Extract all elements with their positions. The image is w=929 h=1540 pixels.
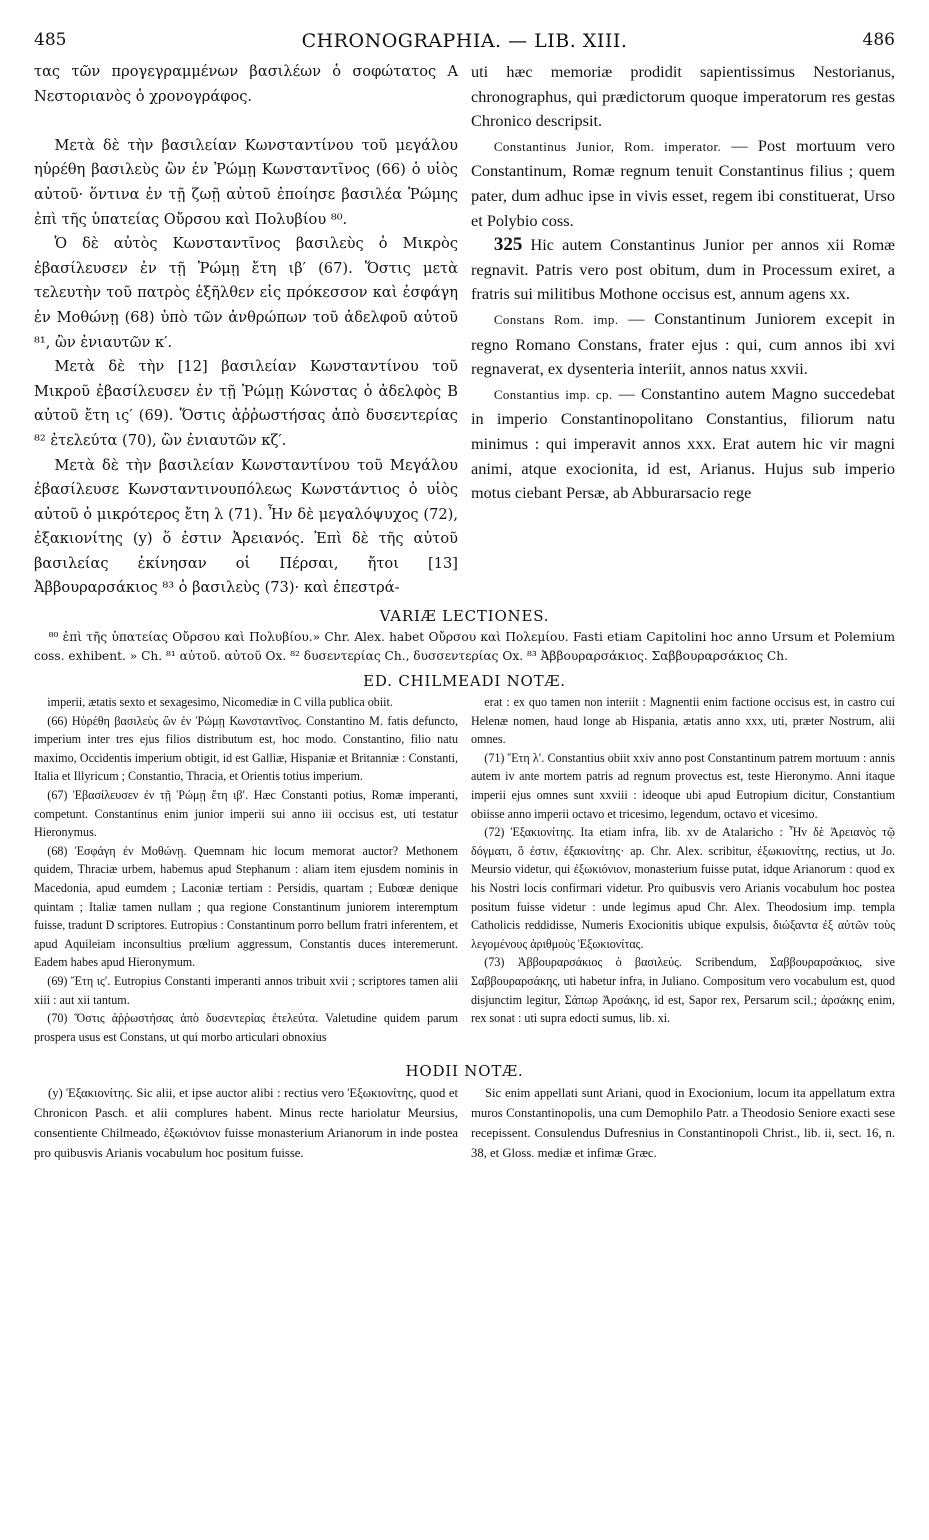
section-rubric: Constantinus Junior, Rom. imperator. — [493, 138, 722, 154]
latin-paragraph: Hic autem Constantinus Junior per annos xii Romæ regnavit. Patris vero post obitum, dum in Processum exiret, a fratris sui militibus Mothone occisus est, annum agens xx. — [471, 235, 896, 304]
section-rubric: Constantius imp. cp. — [493, 386, 613, 402]
margin-number: 325 — [493, 234, 523, 256]
greek-paragraph: Μετὰ δὲ τὴν [12] βασιλείαν Κωνσταντίνου τοῦ Μικροῦ ἐβασίλευσεν ἐν τῇ Ῥώμῃ Κώνστας ὁ ἀδελφὸς B αὐτοῦ ἔτη ις′ (69). Ὅστις ἀῤῥωστήσας ἀπὸ δυσεντερίας ⁸² ἐτελεύτα (70), ὢν ἐνιαυτῶν κζ′. — [34, 358, 458, 449]
hodii-notes-left — [34, 1083, 458, 1163]
chilmead-heading: ED. CHILMEADI NOTÆ. — [363, 672, 566, 691]
latin-paragraph: — Post mortuum vero Constantinum, Romæ regnum tenuit Constantinus filius ; quem pater, dum adhuc ipse in vivis esset, regem ibi constituerat, Urso et Polybio coss. — [471, 135, 896, 230]
note-paragraph: (70) Ὅστις ἀῤῥωστήσας ἀπὸ δυσεντερίας ἐτελεύτα. Valetudine quidem parum prospera usus est Constans, ut qui morbo articulari obnoxius — [34, 1011, 458, 1044]
variae-lectiones — [34, 628, 895, 666]
greek-paragraph: Ὁ δὲ αὐτὸς Κωνσταντῖνος βασιλεὺς ὁ Μικρὸς ἐβασίλευσεν ἐν τῇ Ῥώμῃ ἔτη ιβ′ (67). Ὅστις μετὰ τελευτὴν τοῦ πατρὸς ἐξῆλθεν εἰς πρόκεσσον καὶ ἐσφάγη ἐν Μοθώνῃ (68) ὑπὸ τῶν ἀνθρώπων τοῦ ἀδελφοῦ αὐτοῦ ⁸¹, ὢν ἐνιαυτῶν κ′. — [34, 235, 458, 351]
note-paragraph: (66) Ηὑρέθη βασιλεὺς ὢν ἐν Ῥώμῃ Κωνσταντῖνος. Constantino M. fatis defuncto, imperium inter tres ejus filios distributum est, hoc modo. Constantino, filio natu maximo, Occidentis imperium obtigit, id est Galliæ, Hispaniæ et Britanniæ : Constanti, Italia et Illyricum ; Constantio, Thracia, et Orientis totius imperium. — [34, 713, 458, 784]
page-number-right: 486 — [862, 30, 895, 50]
note-paragraph: imperii, ætatis sexto et sexagesimo, Nicomediæ in C villa publica obiit. — [47, 695, 393, 710]
chilmead-notes-left — [34, 693, 458, 1046]
hodii-notes — [34, 1083, 895, 1163]
greek-paragraph: Μετὰ δὲ τὴν βασιλείαν Κωνσταντίνου τοῦ Μεγάλου ἐβασίλευσε Κωνσταντινουπόλεως Κωνστάντιος ὁ υἱὸς αὐτοῦ ὁ μικρότερος ἔτη λ (71). Ἦν δὲ μεγαλόψυχος (72), ἐξακιονίτης (y) ὅ ἐστιν Ἀρειανός. Ἐπὶ δὲ τῆς αὐτοῦ βασιλείας ἐκίνησαν οἱ Πέρσαι, ἤτοι [13] Ἀββουραρσάκιος ⁸³ ὁ βασιλεὺς (73)· καὶ ἐπεστρά- — [34, 456, 458, 597]
latin-paragraph: — Constantinum Juniorem excepit in regno Romano Constans, frater ejus : qui, cum annos ibi xvi regnaverat, ex dysenteria interiit, annos natus xxvii. — [471, 308, 895, 379]
section-rubric: Constans Rom. imp. — [493, 311, 619, 327]
note-paragraph: (y) Ἐξακιονίτης. Sic alii, et ipse auctor alibi : rectius vero Ἐξωκιονίτης, quod et Chronicon Pasch. et alii complures habent. Minus recte hariolatur Meursius, consentiente Chilmeado, ἐξωκιόνιον fuisse monasterium Arianorum in inde postea pro quibusvis Arianis vocabulum hoc positum fuisse. — [34, 1086, 458, 1161]
greek-paragraph: τας τῶν προγεγραμμένων βασιλέων ὁ σοφώτατος A Νεστοριανὸς ὁ χρονογράφος. — [34, 63, 458, 105]
running-header — [34, 30, 895, 60]
latin-paragraph: — Constantino autem Magno succedebat in imperio Constantinopolitano Constantius, filiorum natu minimus : qui imperavit annos xxx. Erat autem hic vir magni animi, atque exocionita, id est, Arianus. Hujus sub imperio motus ciebant Persæ, ab Abburarsacio rege — [471, 383, 896, 503]
latin-paragraph: uti hæc memoriæ prodidit sapientissimus Nestorianus, chronographus, qui prædictorum quoque imperatorum res gestas Chronico descripsit. — [471, 62, 895, 131]
hodii-heading: HODII NOTÆ. — [405, 1062, 524, 1081]
note-paragraph: (71) Ἔτη λ′. Constantius obiit xxiv anno post Constantinum patrem mortuum : annis autem iv ante mortem patris ad regnum provectus est, teste Hieronymo. Anni itaque imperii ejus omnes sunt xxviii : ideoque ubi apud Eutropium dicitur, Constantium obiisse anno imperii octavo et tricesimo, legendum, octavo et vicesimo. — [471, 750, 895, 821]
note-paragraph: (67) Ἐβασίλευσεν ἐν τῇ Ῥώμῃ ἔτη ιβ′. Hæc Constanti potius, Romæ imperanti, competunt. Constantinus enim junior imperii sui anno iii occisus est, uti testatur Hieronymus. — [34, 788, 458, 840]
note-paragraph: (72) Ἐξακιονίτης. Ita etiam infra, lib. xv de Atalaricho : Ἦν δὲ Ἀρειανὸς τῷ δόγματι, ὅ ἐστιν, ἐξακιονίτης· ap. Chr. Alex. scribitur, ἐξωκιονίτης, rectius, ut Jo. Meursio videtur, qui ἐξωκιόνιον, monasterium fuisse putat, idque Arianorum : quod ex his Nostri locis confirmari videtur. Pro quibusvis vero Arianis vocabulum hoc postea positum fuisse videtur : unde legimus apud Chr. Alex. Theodosium imp. templa Catholicis reddidisse, Numeris Exocionitis ubique expulsis, διώξαντα ἐξ αὐτῶν τοὺς λεγομένους ἀριθμοὺς Ἐξωκιονίτας. — [471, 825, 895, 951]
note-paragraph: (73) Ἀββουραρσάκιος ὁ βασιλεύς. Scribendum, Σαββουραρσάκιος, sive Σαββουραρσάκης, uti habetur infra, in Juliano. Compositum vero vocabulum est, quod disjunctim legitur, Σάπωρ Ἀρσάκης, id est, Sapor rex, Persarum scil.; ἀρσάκης enim, rex sonat : uti supra edocti sumus, lib. xi. — [471, 955, 895, 1026]
greek-column — [34, 60, 458, 601]
greek-paragraph: Μετὰ δὲ τὴν βασιλείαν Κωνσταντίνου τοῦ μεγάλου ηὑρέθη βασιλεὺς ὢν ἐν Ῥώμῃ Κωνσταντῖνος (66) ὁ υἱὸς αὐτοῦ· ὅντινα ἐν τῇ ζωῇ αὐτοῦ ἐποίησε βασιλέα Ῥώμης ἐπὶ τῆς ὑπατείας Οὔρσου καὶ Πολυβίου ⁸⁰. — [34, 136, 458, 228]
note-paragraph: (69) Ἔτη ις′. Eutropius Constanti imperanti annos tribuit xvii ; scriptores tamen alii xiii : aut xii tantum. — [34, 973, 458, 1007]
main-text — [34, 60, 895, 601]
chilmead-notes-right — [471, 693, 895, 1046]
chilmead-notes — [34, 693, 895, 1046]
running-title: CHRONOGRAPHIA. — LIB. XIII. — [301, 30, 628, 52]
variae-heading: VARIÆ LECTIONES. — [379, 607, 550, 626]
variant-readings-text: ⁸⁰ ἐπὶ τῆς ὑπατείας Οὔρσου καὶ Πολυβίου.» Chr. Alex. habet Οὔρσου καὶ Πολεμίου. Fasti etiam Capitolini hoc anno Ursum et Polemium coss. exhibent. » Ch. ⁸¹ αὐτοῦ. αὐτοῦ Ox. ⁸² δυσεντερίας Ch., δυσσεντερίας Ox. ⁸³ Ἀββουραρσάκιος. Σαββουραρσάκιος Ch. — [34, 630, 895, 664]
note-paragraph: (68) Ἐσφάγη ἐν Μοθώνῃ. Quemnam hic locum memorat auctor? Methonem quidem, Thraciæ urbem, habemus apud Stephanum : aliam item ejusdem nominis in Macedonia, apud eumdem ; Laconiæ tertiam : Persidis, quartam ; Eubœæ denique quintam ; Italiæ tamen nullam ; qua regione Constantinum juniorem interemptum fuisse, tradunt D scriptores. Eutropius : Constantinum porro bellum fratri inferentem, et apud Aquileiam inconsultius prœlium aggressum, Constantis duces interemerunt. Eadem habes apud Hieronymum. — [34, 843, 458, 970]
note-paragraph: Sic enim appellati sunt Ariani, quod in Exocionium, locum ita appellatum extra muros Constantinopolis, una cum Demophilo Patr. a Theodosio Seniore exacti sese recepissent. Consulendus Dufresnius in Constantinopoli Christ., lib. ii, sect. 16, n. 38, et Gloss. mediæ et infimæ Græc. — [471, 1086, 895, 1161]
hodii-notes-right — [471, 1083, 895, 1163]
note-paragraph: erat : ex quo tamen non interiit : Magnentii enim factione occisus est, in castro cui Helenæ nomen, haud longe ab Hispania, ætatis anno xxx, uti, præter Nostrum, alii omnes. — [471, 695, 895, 747]
latin-column — [471, 60, 895, 601]
page-number-left: 485 — [34, 30, 67, 50]
